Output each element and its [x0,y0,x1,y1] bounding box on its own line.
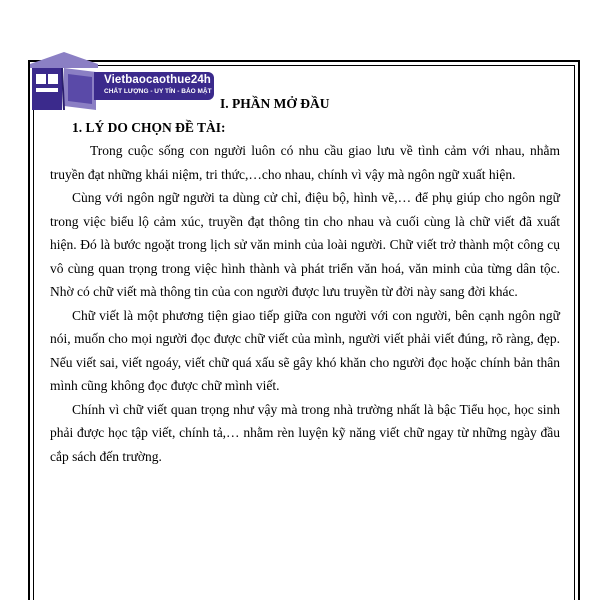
subsection-heading: 1. LÝ DO CHỌN ĐỀ TÀI: [72,119,226,135]
paragraph: Chữ viết là một phương tiện giao tiếp giữa con người với con người, bên cạnh ngôn ngữ nói, muốn cho mọi người đọc được chữ viết của mình, người viết phải viết đúng, rõ ràng, đẹp. Nếu viết sai, viết ngoáy, viết chữ quá xấu sẽ gây khó khăn cho người đọc hoặc chính bản thân mình cũng không đọc được chữ mình viết. [50,307,560,393]
paragraph: Cùng với ngôn ngữ người ta dùng cử chỉ, điệu bộ, hình vẽ,… để phụ giúp cho ngôn ngữ trong việc biểu lộ cảm xúc, truyền đạt thông tin cho nhau và cuối cùng là chữ viết đã xuất hiện. Đó là bước ngoặt trong lịch sử văn minh của loài người. Chữ viết trở thành một công cụ vô cùng quan trọng trong việc hình thành và phát triển văn hoá, văn minh của từng dân tộc. Nhờ có chữ viết mà thông tin của con người được lưu truyền từ đời này sang đời khác. [50,190,560,299]
section-heading: I. PHẦN MỞ ĐẦU [220,96,330,111]
logo-tagline: CHẤT LƯỢNG - UY TÍN - BẢO MẬT [104,88,212,95]
paragraph: Chính vì chữ viết quan trọng như vậy mà trong nhà trường nhất là bậc Tiểu học, học sinh phải được học tập viết, chính tả,… nhằm rèn luyện kỹ năng viết chữ ngay từ những ngày đầu cắp sách đến trường. [50,401,560,464]
document-content [50,92,560,468]
logo-name: Vietbaocaothue24h [104,74,211,86]
paragraph: Trong cuộc sống con người luôn có nhu cầu giao lưu về tình cảm với nhau, nhằm truyền đạt những khái niệm, tri thức,…cho nhau, chính vì vậy mà ngôn ngữ xuất hiện. [50,143,560,182]
